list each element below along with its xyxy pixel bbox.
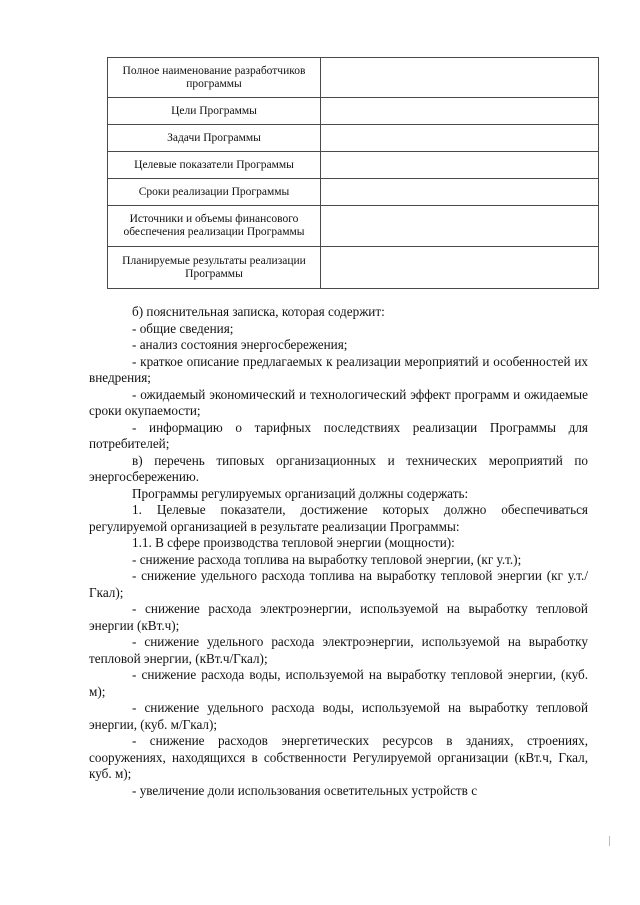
table-row — [108, 125, 599, 152]
table-value-cell — [321, 125, 599, 152]
paragraph: - анализ состояния энергосбережения; — [132, 337, 348, 352]
paragraph: - снижение расхода воды, используемой на выработку тепловой энергии, (куб. м); — [89, 667, 588, 699]
program-passport-table — [107, 57, 599, 289]
table-label-cell: Источники и объемы финансового обеспечения реализации Программы — [108, 206, 321, 247]
table-value-cell — [321, 247, 599, 289]
table-row — [108, 206, 599, 247]
scan-artifact — [609, 836, 610, 846]
table-value-cell — [321, 152, 599, 179]
paragraph: 1.1. В сфере производства тепловой энергии (мощности): — [132, 535, 455, 550]
table-label-cell: Полное наименование разработчиков программы — [108, 58, 321, 98]
paragraph: - снижение расхода топлива на выработку тепловой энергии, (кг у.т.); — [132, 551, 522, 567]
table-label-cell: Задачи Программы — [108, 125, 321, 152]
table-label-cell: Целевые показатели Программы — [108, 152, 321, 179]
paragraph: - ожидаемый экономический и технологический эффект программ и ожидаемые сроки окупаемости; — [89, 386, 588, 418]
paragraph: 1. Целевые показатели, достижение которых должно обеспечиваться регулируемой организацией в результате реализации Программы: — [89, 502, 588, 534]
table-label-cell: Сроки реализации Программы — [108, 179, 321, 206]
paragraph: - снижение расходов энергетических ресурсов в зданиях, строениях, сооружениях, находящихся в собственности Регулируемой организации (кВт.ч, Гкал, куб. м); — [89, 733, 588, 781]
table-row — [108, 179, 599, 206]
explanatory-text — [89, 304, 588, 799]
table-row — [108, 58, 599, 98]
paragraph: - снижение удельного расхода топлива на выработку тепловой энергии (кг у.т./Гкал); — [89, 568, 588, 600]
paragraph: - общие сведения; — [132, 320, 234, 336]
table-label-cell: Цели Программы — [108, 98, 321, 125]
table-value-cell — [321, 58, 599, 98]
table-label-cell: Планируемые результаты реализации Программы — [108, 247, 321, 289]
paragraph: Программы регулируемых организаций должны содержать: — [132, 485, 469, 501]
table-row — [108, 247, 599, 289]
table-row — [108, 152, 599, 179]
table-row — [108, 98, 599, 125]
paragraph: в) перечень типовых организационных и технических мероприятий по энергосбережению. — [89, 452, 588, 484]
table-value-cell — [321, 179, 599, 206]
paragraph: - увеличение доли использования осветительных устройств с — [132, 782, 478, 798]
paragraph: б) пояснительная записка, которая содержит: — [132, 304, 385, 319]
paragraph: - информацию о тарифных последствиях реализации Программы для потребителей; — [89, 419, 588, 451]
paragraph: - краткое описание предлагаемых к реализации мероприятий и особенностей их внедрения; — [89, 353, 588, 385]
paragraph: - снижение удельного расхода воды, используемой на выработку тепловой энергии, (куб. м/Гкал); — [89, 700, 588, 732]
table-value-cell — [321, 98, 599, 125]
paragraph: - снижение удельного расхода электроэнергии, используемой на выработку тепловой энергии, (кВт.ч/Гкал); — [89, 634, 588, 666]
table-value-cell — [321, 206, 599, 247]
paragraph: - снижение расхода электроэнергии, используемой на выработку тепловой энергии (кВт.ч); — [89, 601, 588, 633]
